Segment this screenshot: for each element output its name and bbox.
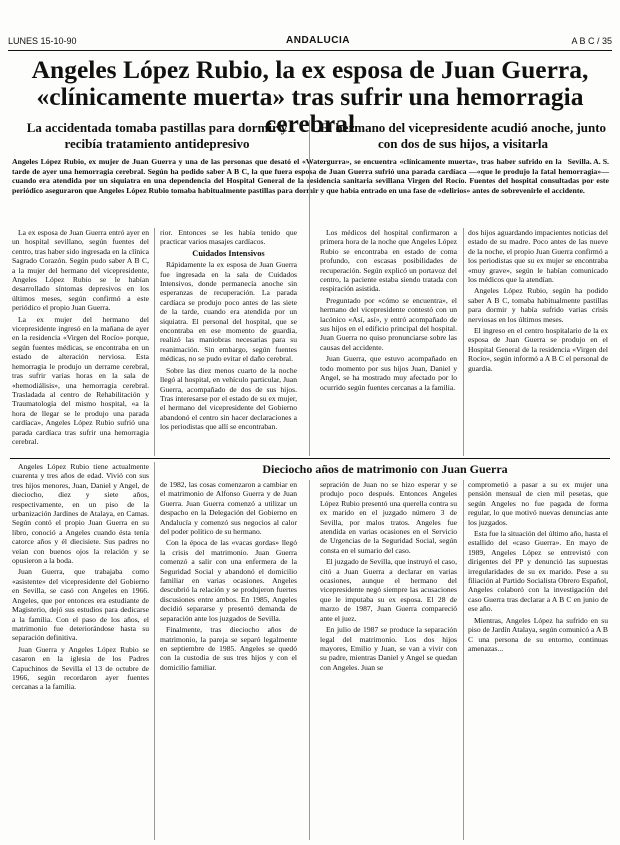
- column-divider: [154, 228, 155, 456]
- byline: Sevilla. A. S.: [567, 157, 609, 166]
- lead-text: Angeles López Rubio, ex mujer de Juan Guerra y una de las personas que desató el «Watergurra», se encuentra «clínicamente muerta», tras haber sufrido en la tarde de ayer una hemorragia cerebral. Según ha podido saber A B C, la que fuera esposa de Juan Guerra sufrió una parada cardíaca —«que le produjo la fatal hemorragia»— cuando era atendida por un siquiatra en una dependencia del Hospital General de la residencia sanitaria sevillana Virgen del Rocío. Fuentes del hospital consultadas por este periódico aseguraron que Angeles López Rubio tomaba habitualmente pastillas para dormir y que había entrado en una fase de «delirios» antes de sobrevenirle el accidente.: [12, 157, 609, 195]
- article-column-2: [160, 228, 297, 456]
- subhead-cuidados-intensivos: Cuidados Intensivos: [192, 248, 265, 258]
- paragraph: Rápidamente la ex esposa de Juan Guerra fue ingresada en la sala de Cuidados Intensivos, donde permanecía anoche sin esperanzas de recuperación. La parada cardíaca se produjo poco antes de las siete de la tarde, cuando era atendida por un siquiatra. El personal del hospital, que se encontraba en ese momento de guardia, realizó las maniobras necesarias para su reanimación. Sin embargo, según fuentes médicas, no se pudo evitar el daño cerebral.: [160, 260, 297, 364]
- section-title: Dieciocho años de matrimonio con Juan Guerra: [262, 462, 508, 476]
- paragraph: Preguntado por «cómo se encuentra», el hermano del vicepresidente contestó con un lacónico «Así, así», y entró acompañado de sus hijos en el edificio principal del hospital. Juan Guerra no quiso pronunciarse sobre las causas del accidente.: [320, 295, 457, 352]
- paragraph: Angeles López Rubio, según ha podido saber A B C, tomaba habitualmente pastillas para dormir y había sufrido varias crisis nerviosas en los últimos meses.: [468, 286, 608, 324]
- article-column-1: [12, 228, 149, 456]
- paragraph: Finalmente, tras dieciocho años de matrimonio, la pareja se separó legalmente en septiembre de 1985. Angeles se quedó con la custodia de sus tres hijos y con el domicilio familiar.: [160, 625, 297, 672]
- paragraph: La ex mujer del hermano del vicepresidente ingresó en la mañana de ayer en la residencia «Virgen del Rocío» porque, según fuentes médicas, se encontraba en un estado de alteración nerviosa. Esta hemorragia le produjo un derrame cerebral, tras sufrir varias horas en la sala de «hemodiálisis», una hemorragia cerebral. Trasladada al centro de Rehabilitación y Traumatología del mismo hospital, «a la hora de llegar se le produjo una parada cardíaca», Angeles López Rubio sufrió una parada cardíaca tras sufrir una hemorragia cerebral.: [12, 314, 149, 446]
- article-column-6: [160, 480, 297, 840]
- folio-bar: [8, 36, 612, 51]
- column-divider: [463, 480, 464, 840]
- headline: Angeles López Rubio, la ex esposa de Juan Guerra, «clínicamente muerta» tras sufrir una hemorragia cerebral: [31, 55, 589, 138]
- paragraph: Juan Guerra y Angeles López Rubio se casaron en la iglesia de los Padres Capuchinos de Sevilla el 13 de octubre de 1966, según recordaron ayer fuentes cercanas a la familia.: [12, 644, 149, 692]
- issue-date: LUNES 15-10-90: [8, 36, 77, 46]
- paragraph: dos hijos aguardando impacientes noticias del estado de su madre. Poco antes de las nueve de la noche, el propio Juan Guerra confirmó a los periodistas que su ex mujer se encontraba «muy grave», según le habían comunicado los médicos que la atendían.: [468, 228, 608, 285]
- section-rule: [10, 458, 610, 459]
- deck-right: El hermano del vicepresidente acudió anoche, junto con dos de sus hijos, a visitarla: [319, 120, 607, 151]
- section-name: ANDALUCIA: [286, 35, 350, 46]
- paragraph: Mientras, Angeles López ha sufrido en su piso de Jardín Atalaya, según comunicó a A B C una persona de su entorno, continuas amenazas...: [468, 615, 608, 653]
- lead-paragraph: [12, 157, 609, 195]
- column-divider: [154, 462, 155, 840]
- column-divider: [309, 120, 310, 456]
- paragraph: El ingreso en el centro hospitalario de la ex esposa de Juan Guerra se produjo en el Hospital General de la residencia «Virgen del Rocío», según informó a A B C el personal de guardia.: [468, 326, 608, 373]
- paragraph: Sobre las diez menos cuarto de la noche llegó al hospital, en vehículo particular, Juan Guerra, acompañado de dos de sus hijos. Tras interesarse por el estado de su ex mujer, el hermano del vicepresidente del Gobierno abandonó el centro sin hacer declaraciones a los periodistas que allí se encontraban.: [160, 365, 297, 432]
- article-column-5: [12, 462, 149, 840]
- paragraph: Esta fue la situación del último año, hasta el estallido del «caso Guerra». En mayo de 1989, Angeles López se entrevistó con dirigentes del PP y denunció las supuestas irregularidades de su ex marido. Pese a su filiación al Partido Socialista Obrero Español, Angeles colaboró con la investigación del caso Guerra tras declarar a A B C en junio de ese año.: [468, 529, 608, 614]
- paragraph: Los médicos del hospital confirmaron a primera hora de la noche que Angeles López Rubio se encontraba en estado de coma profundo, con escasas posibilidades de recuperación. Según explicó un portavoz del centro, la paciente estaba siendo tratada con respiración asistida.: [320, 228, 457, 294]
- page-number: A B C / 35: [571, 36, 612, 46]
- column-divider: [463, 228, 464, 456]
- deck-left: La accidentada tomaba pastillas para dormir y recibía tratamiento antidepresivo: [26, 120, 288, 151]
- paragraph: En julio de 1987 se produce la separación legal del matrimonio. Los dos hijos mayores, Emilio y Juan, se van a vivir con su padre, mientras Daniel y Angel se quedan con Angeles. Juan se: [320, 625, 457, 672]
- paragraph: Angeles López Rubio tiene actualmente cuarenta y tres años de edad. Vivió con sus tres hijos menores, Juan, Daniel y Angel, de dieciocho, diez y siete años, respectivamente, en un piso de la urbanización Jardines de Atalaya, en Camas. Según contó el propio Juan Guerra en su libro, conoció a Angeles cuando ésta tenía catorce años y él diecisiete. Sus padres no veían con buenos ojos la relación y se opusieron a la boda.: [12, 462, 149, 566]
- paragraph: comprometió a pasar a su ex mujer una pensión mensual de cien mil pesetas, que según Angeles no fue pagada de forma regular, lo que motivó nuevas denuncias ante los juzgados.: [468, 480, 608, 527]
- paragraph: Juan Guerra, que estuvo acompañado en todo momento por sus hijos Juan, Daniel y Angel, se ha mostrado muy afectado por lo ocurrido según fuentes cercanas a la familia.: [320, 354, 457, 392]
- paragraph: Con la época de las «vacas gordas» llegó la crisis del matrimonio. Juan Guerra comenzó a salir con una enfermera de la Seguridad Social y abandonó el domicilio familiar en varias ocasiones. Angeles descubrió la relación y se produjeron fuertes discusiones entre ambos. En 1985, Angeles decidió separarse y presentó demanda de separación ante los juzgados de Sevilla.: [160, 538, 297, 623]
- article-column-8: [468, 480, 608, 840]
- paragraph: sepración de Juan no se hizo esperar y se produjo poco después. Entonces Angeles López Rubio presentó una querella contra su ex marido en el juzgado número 3 de Sevilla, por malos tratos. Angeles fue atendida en varias ocasiones en el Servicio de Urgencias de la Seguridad Social, según consta en el sumario del caso.: [320, 480, 457, 555]
- article-column-3: [320, 228, 457, 456]
- article-column-4: [468, 228, 608, 456]
- column-divider: [309, 480, 310, 840]
- paragraph: rior. Entonces se les había tenido que practicar varios masajes cardíacos.: [160, 228, 297, 247]
- paragraph: El juzgado de Sevilla, que instruyó el caso, citó a Juan Guerra a declarar en varias ocasiones, aunque el hermano del vicepresidente negó siempre las acusaciones que le imputaba su ex esposa. El 28 de marzo de 1987, Juan Guerra compareció ante el juez.: [320, 557, 457, 623]
- article-column-7: [320, 480, 457, 840]
- paragraph: Juan Guerra, que trabajaba como «asistente» del vicepresidente del Gobierno en Sevilla, se casó con Angeles en 1966. Angeles, que por entonces era estudiante de Magisterio, dejó sus estudios para dedicarse a la familia. Con el paso de los años, el matrimonio fue deteriorándose hasta su separación definitiva.: [12, 567, 149, 643]
- paragraph: La ex esposa de Juan Guerra entró ayer en un hospital sevillano, según fuentes del centro, tras haber sido ingresada en la clínica Sagrado Corazón. Según pudo saber A B C, a la mujer del hermano del vicepresidente, Angeles López Rubio se le habían desarrollado síntomas depresivos en los últimos meses, según confirmó a este periódico el propio Juan Guerra.: [12, 228, 149, 313]
- paragraph: de 1982, las cosas comenzaron a cambiar en el matrimonio de Alfonso Guerra y de Juan Guerra. Juan Guerra comenzó a utilizar un despacho en la Delegación del Gobierno en Andalucía y comenzó sus negocios al calor del poder político de su hermano.: [160, 480, 297, 537]
